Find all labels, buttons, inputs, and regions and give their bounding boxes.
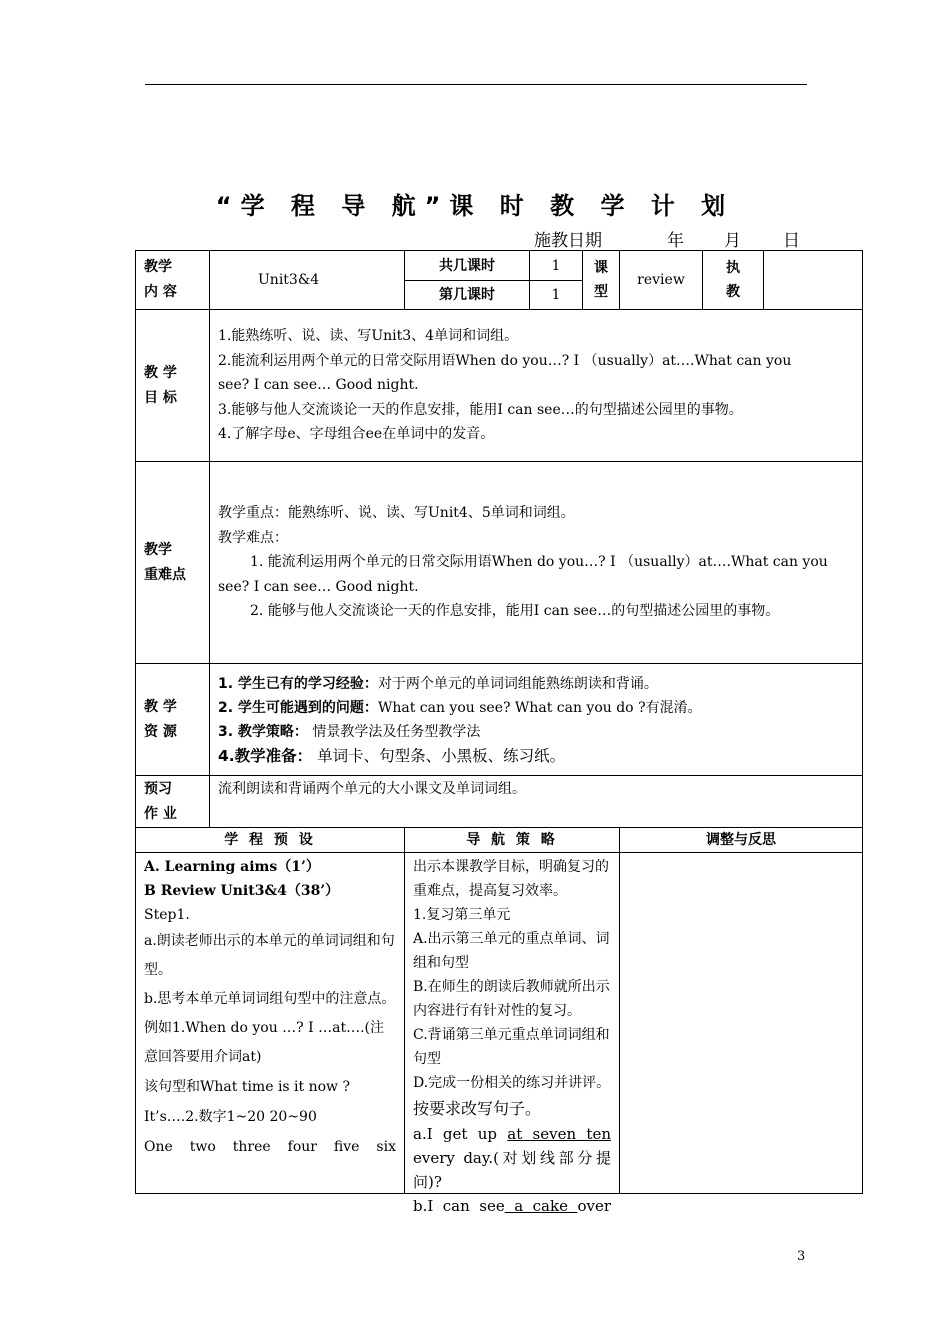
goals-content — [210, 310, 863, 462]
goal-2: 2.能流利运用两个单元的日常交际用语When do you…? I （usually）at….What can you — [218, 352, 792, 369]
difficulty-1: 1. 能流利运用两个单元的日常交际用语When do you…? I （usually）at….What can you see? I can see… Good night. — [218, 554, 828, 595]
process-line-5: b.思考本单元单词词组句型中的注意点。例如1.When do you …? I …at….(注意回答要用介词at) — [144, 991, 396, 1065]
process-line-1: A. Learning aims（1’） — [144, 859, 320, 875]
column-header-reflection: 调整与反思 — [620, 828, 863, 853]
strategy-line-2: 1.复习第三单元 — [413, 907, 511, 923]
process-line-2: B Review Unit3&4（38’） — [144, 883, 340, 899]
resources-content — [210, 664, 863, 776]
teacher-label: 执 教 — [703, 251, 764, 310]
strategy-line-8: a.I get up at seven ten every day.(对划线部分提问)? — [413, 1125, 611, 1191]
strategy-line-4: B.在师生的朗读后教师就所出示内容进行有针对性的复习。 — [413, 979, 610, 1019]
goal-3: 3.能够与他人交流谈论一天的作息安排，能用I can see…的句型描述公园里的事物。 — [218, 401, 743, 418]
date-month: 月 — [724, 231, 741, 251]
difficulty-label: 教学难点： — [218, 529, 288, 546]
teacher-value — [764, 251, 863, 310]
strategy-line-7: 按要求改写句子。 — [413, 1099, 542, 1118]
strategy-line-1: 出示本课教学目标，明确复习的重难点，提高复习效率。 — [413, 859, 609, 899]
header-rule — [145, 84, 807, 85]
keypoints-label: 教学 重难点 — [136, 462, 210, 664]
difficulty-2: 2. 能够与他人交流谈论一天的作息安排，能用I can see…的句型描述公园里的事物。 — [250, 603, 780, 620]
strategy-line-9: b.I can see a cake over — [413, 1197, 612, 1215]
process-line-4: a.朗读老师出示的本单元的单词词组和句型。 — [144, 933, 395, 978]
resource-2: 2. 学生可能遇到的问题：What can you see? What can you do ?有混淆。 — [218, 699, 702, 716]
preview-label: 预习 作 业 — [136, 776, 210, 828]
column-header-process: 学 程 预 设 — [136, 828, 405, 853]
resources-label: 教 学 资 源 — [136, 664, 210, 776]
strategy-line-5: C.背诵第三单元重点单词词组和句型 — [413, 1027, 610, 1067]
total-label: 共几课时 — [405, 251, 530, 281]
strategy-column — [405, 853, 620, 1215]
process-line-3: Step1. — [144, 907, 190, 923]
process-column — [136, 853, 405, 1194]
keypoints-content — [210, 462, 863, 664]
preview-text: 流利朗读和背诵两个单元的大小课文及单词词组。 — [210, 776, 863, 828]
process-line-7: One two three four five six — [144, 1139, 396, 1155]
date-year: 年 — [667, 231, 684, 251]
resource-4: 4.教学准备： 单词卡、句型条、小黑板、练习纸。 — [218, 746, 566, 765]
goal-4: 4.了解字母e、字母组合ee在单词中的发音。 — [218, 426, 495, 443]
focus-text: 教学重点：能熟练听、说、读、写Unit4、5单词和词组。 — [218, 505, 575, 522]
date-label: 施教日期 — [534, 231, 602, 251]
goal-2-cont: see? I can see… Good night. — [218, 377, 419, 394]
strategy-line-3: A.出示第三单元的重点单词、词组和句型 — [413, 931, 610, 971]
page-title: “学 程 导 航”课 时 教 学 计 划 — [215, 192, 735, 220]
column-header-strategy: 导 航 策 略 — [405, 828, 620, 853]
reflection-column — [620, 853, 863, 1194]
nth-value: 1 — [530, 281, 583, 310]
process-line-6: 该句型和What time is it now ? It’s….2.数字1~20 20~90 — [144, 1079, 350, 1125]
page-number: 3 — [797, 1249, 806, 1264]
resource-1: 1. 学生已有的学习经验：对于两个单元的单词词组能熟练朗读和背诵。 — [218, 675, 658, 692]
resource-3: 3. 教学策略： 情景教学法及任务型教学法 — [218, 723, 481, 740]
goal-1: 1.能熟练听、说、读、写Unit3、4单词和词组。 — [218, 328, 519, 345]
content-value: Unit3&4 — [210, 251, 405, 310]
content-label: 教学 内 容 — [136, 251, 210, 310]
date-day: 日 — [783, 231, 800, 251]
strategy-line-6: D.完成一份相关的练习并讲评。 — [413, 1075, 611, 1091]
type-value: review — [620, 251, 703, 310]
nth-label: 第几课时 — [405, 281, 530, 310]
lesson-plan-table — [135, 250, 863, 1215]
goals-label: 教 学 目 标 — [136, 310, 210, 462]
total-value: 1 — [530, 251, 583, 281]
type-label: 课 型 — [583, 251, 620, 310]
